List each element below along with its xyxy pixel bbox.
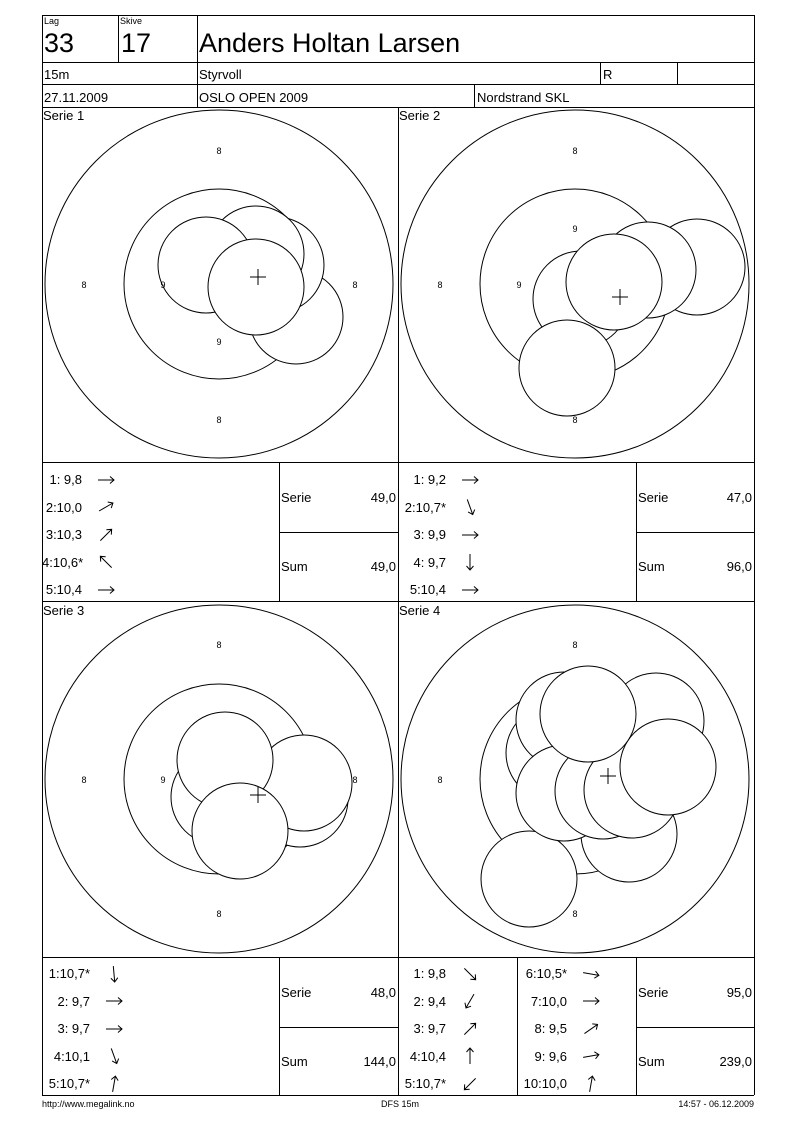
serie-1-serie-value: 49,0 <box>370 490 396 505</box>
serie-4-sum-label: Sum <box>638 1054 665 1069</box>
shot-value: 5:10,7* <box>48 1076 90 1092</box>
serie-1-sum-label: Sum <box>281 559 308 574</box>
shot-value: 2:10,7* <box>404 499 446 515</box>
ring-label-inner-left: 9 <box>516 280 522 290</box>
shot-value: 1: 9,8 <box>413 966 446 982</box>
shot-row <box>42 549 116 577</box>
direction-arrow-icon <box>96 497 116 517</box>
ring-label-top: 8 <box>572 640 578 650</box>
direction-arrow-icon <box>460 497 480 517</box>
direction-arrow-icon <box>460 1046 480 1066</box>
shot-row <box>398 549 480 577</box>
serie-2-serie-value: 47,0 <box>726 490 752 505</box>
serie-3-serie-label: Serie <box>281 985 312 1000</box>
direction-arrow-icon <box>460 1019 480 1039</box>
direction-arrow-icon <box>460 964 480 984</box>
serie-4-sum-value: 239,0 <box>719 1054 752 1069</box>
ring-label-inner-top: 9 <box>572 224 578 234</box>
shot-row <box>42 521 116 549</box>
serie-1-title: Serie 1 <box>43 108 85 123</box>
serie-3-sum-value: 144,0 <box>363 1054 396 1069</box>
shot-row <box>42 1070 124 1098</box>
ring-label-bottom: 8 <box>572 415 578 425</box>
serie-2-target <box>398 107 754 462</box>
shot-row <box>398 466 480 494</box>
shot-row <box>42 1043 124 1071</box>
direction-arrow-icon <box>581 964 601 984</box>
shooter-name: Anders Holtan Larsen <box>199 28 461 58</box>
direction-arrow-icon <box>104 1046 124 1066</box>
shot-row <box>398 960 480 988</box>
direction-arrow-icon <box>104 964 124 984</box>
shot-row <box>398 576 480 604</box>
shot-row <box>398 494 480 522</box>
shot-row <box>42 494 116 522</box>
shot-value: 3: 9,9 <box>413 527 446 543</box>
shot-value: 1:10,7* <box>48 966 90 982</box>
serie-2-sum-label: Sum <box>638 559 665 574</box>
shot-value: 6:10,5* <box>525 966 567 982</box>
direction-arrow-icon <box>104 991 124 1011</box>
shot-value: 8: 9,5 <box>534 1021 567 1037</box>
shot-value: 2:10,0 <box>45 499 82 515</box>
shot-value: 5:10,7* <box>404 1076 446 1092</box>
shot-row <box>398 1043 480 1071</box>
shot-row <box>42 466 116 494</box>
shot-value: 2: 9,7 <box>57 993 90 1009</box>
skive-value: 17 <box>121 28 152 58</box>
class: R <box>603 67 613 82</box>
direction-arrow-icon <box>460 580 480 600</box>
shot-value: 4: 9,7 <box>413 554 446 570</box>
direction-arrow-icon <box>581 1019 601 1039</box>
shot-row <box>517 1015 601 1043</box>
footer-timestamp: 14:57 - 06.12.2009 <box>678 1099 754 1109</box>
ring-label-bottom: 8 <box>572 909 578 919</box>
skive-label: Skive <box>120 16 143 26</box>
serie-4-title: Serie 4 <box>399 603 441 618</box>
date: 27.11.2009 <box>44 90 109 105</box>
club: Styrvoll <box>199 67 242 82</box>
serie-2-serie-label: Serie <box>638 490 669 505</box>
shot-row <box>42 1015 124 1043</box>
serie-1-serie-label: Serie <box>281 490 312 505</box>
serie-4-serie-value: 95,0 <box>726 985 752 1000</box>
serie-2-title: Serie 2 <box>399 108 441 123</box>
shot-row <box>398 1015 480 1043</box>
ring-label-inner-bottom: 9 <box>216 337 222 347</box>
direction-arrow-icon <box>460 552 480 572</box>
ring-label-left: 8 <box>81 775 87 785</box>
lag-label: Lag <box>44 16 60 26</box>
ring-label-left: 8 <box>81 280 87 290</box>
shot-value: 3: 9,7 <box>57 1021 90 1037</box>
ring-label-left: 8 <box>437 775 443 785</box>
direction-arrow-icon <box>96 552 116 572</box>
lag-value: 33 <box>44 28 75 58</box>
shot-value: 4:10,4 <box>409 1048 446 1064</box>
shot-row <box>42 576 116 604</box>
shot-value: 4:10,6* <box>42 554 84 570</box>
ring-label-inner-left: 9 <box>160 280 166 290</box>
direction-arrow-icon <box>460 470 480 490</box>
ring-label-left: 8 <box>437 280 443 290</box>
direction-arrow-icon <box>460 525 480 545</box>
shot-row <box>398 988 480 1016</box>
shot-value: 2: 9,4 <box>413 993 446 1009</box>
serie-3-title: Serie 3 <box>43 603 85 618</box>
serie-4-serie-label: Serie <box>638 985 669 1000</box>
ring-label-bottom: 8 <box>216 909 222 919</box>
serie-3-target <box>42 601 398 957</box>
shot-value: 4:10,1 <box>53 1048 90 1064</box>
serie-3-sum-label: Sum <box>281 1054 308 1069</box>
ring-label-right: 8 <box>352 775 358 785</box>
shot-value: 7:10,0 <box>530 993 567 1009</box>
shot-row <box>517 1070 601 1098</box>
shot-value: 5:10,4 <box>45 582 82 598</box>
serie-4-target <box>398 601 754 957</box>
direction-arrow-icon <box>581 991 601 1011</box>
direction-arrow-icon <box>460 991 480 1011</box>
shot-value: 9: 9,6 <box>534 1048 567 1064</box>
shot-value: 3: 9,7 <box>413 1021 446 1037</box>
ring-label-top: 8 <box>572 146 578 156</box>
serie-3-serie-value: 48,0 <box>370 985 396 1000</box>
ring-label-inner-left: 9 <box>160 775 166 785</box>
shot-row <box>398 521 480 549</box>
direction-arrow-icon <box>581 1046 601 1066</box>
distance: 15m <box>44 67 70 82</box>
direction-arrow-icon <box>460 1074 480 1094</box>
shot-value: 1: 9,2 <box>413 472 446 488</box>
direction-arrow-icon <box>104 1074 124 1094</box>
footer-system: DFS 15m <box>380 1099 419 1109</box>
shot-value: 1: 9,8 <box>49 472 82 488</box>
ring-label-top: 8 <box>216 640 222 650</box>
shot-row <box>42 988 124 1016</box>
ring-label-bottom: 8 <box>216 415 222 425</box>
shot-row <box>42 960 124 988</box>
serie-1-target <box>42 107 398 462</box>
ring-label-right: 8 <box>352 280 358 290</box>
event: OSLO OPEN 2009 <box>199 90 309 105</box>
direction-arrow-icon <box>96 525 116 545</box>
shot-row <box>517 1043 601 1071</box>
shot-value: 10:10,0 <box>523 1076 567 1092</box>
shot-value: 3:10,3 <box>45 527 82 543</box>
serie-2-sum-value: 96,0 <box>726 559 752 574</box>
direction-arrow-icon <box>96 580 116 600</box>
serie-1-sum-value: 49,0 <box>370 559 396 574</box>
shot-value: 5:10,4 <box>409 582 446 598</box>
organizer: Nordstrand SKL <box>477 90 570 105</box>
direction-arrow-icon <box>581 1074 601 1094</box>
ring-label-top: 8 <box>216 146 222 156</box>
direction-arrow-icon <box>96 470 116 490</box>
shot-row <box>517 960 601 988</box>
footer-url[interactable]: http://www.megalink.no <box>42 1099 135 1109</box>
direction-arrow-icon <box>104 1019 124 1039</box>
shot-row <box>517 988 601 1016</box>
shot-row <box>398 1070 480 1098</box>
